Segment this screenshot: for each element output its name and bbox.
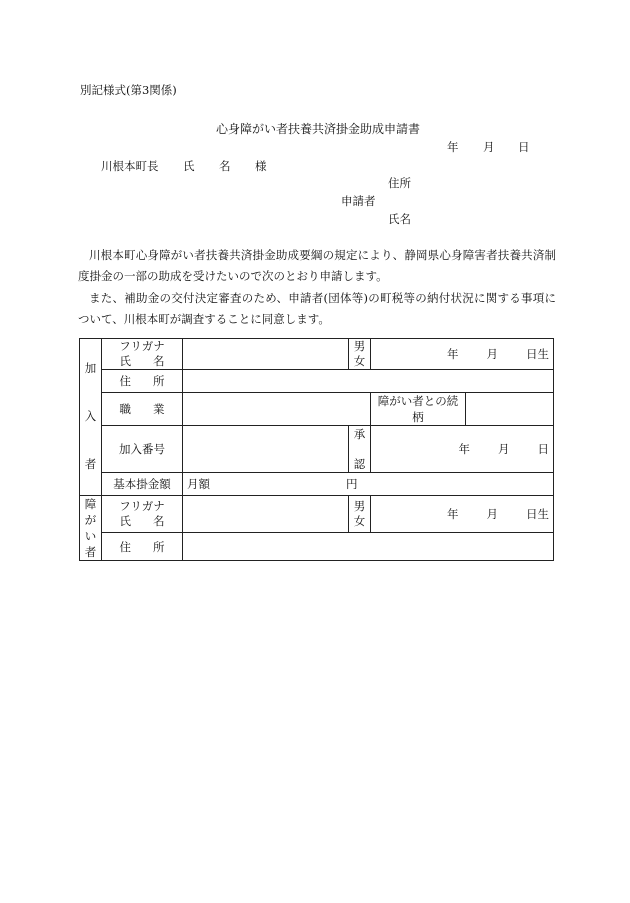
addressee-office: 川根本町長 — [101, 159, 159, 173]
disabled-birthdate-field[interactable]: 年 月 日生 — [371, 496, 554, 533]
member-name-field[interactable] — [183, 339, 349, 370]
disabled-name-field[interactable] — [183, 496, 349, 533]
member-address-label: 住 所 — [102, 370, 183, 393]
applicant-address-label: 住所 — [388, 176, 411, 190]
base-premium-label: 基本掛金額 — [102, 473, 183, 496]
relationship-label: 障がい者との続柄 — [371, 393, 466, 426]
disabled-section-label: 障 が い 者 — [80, 496, 102, 561]
date-year-label: 年 — [447, 140, 459, 154]
disabled-address-field[interactable] — [183, 533, 554, 561]
member-section-label: 加 入 者 — [80, 339, 102, 496]
applicant-name-label: 氏名 — [388, 212, 411, 226]
paragraph-2: また、補助金の交付決定審査のため、申請者(団体等)の町税等の納付状況に関する事項について、川根本町が調査することに同意します。 — [78, 291, 556, 326]
addressee-honorific: 様 — [255, 159, 267, 173]
occupation-label: 職 業 — [102, 393, 183, 426]
approval-label: 承認 — [349, 426, 371, 473]
page-title: 心身障がい者扶養共済掛金助成申請書 — [216, 122, 421, 136]
disabled-name-label: フリガナ 氏 名 — [102, 496, 183, 533]
occupation-field[interactable] — [183, 393, 371, 426]
relationship-field[interactable] — [466, 393, 554, 426]
membership-number-label: 加入番号 — [102, 426, 183, 473]
date-month-label: 月 — [483, 140, 495, 154]
disabled-gender-label: 男 女 — [349, 496, 371, 533]
membership-number-field[interactable] — [183, 426, 349, 473]
addressee-name-1: 氏 — [183, 159, 195, 173]
approval-date-field[interactable]: 年 月 日 — [371, 426, 554, 473]
disabled-address-label: 住 所 — [102, 533, 183, 561]
member-birthdate-field[interactable]: 年 月 日生 — [371, 339, 554, 370]
applicant-role-label: 申請者 — [341, 194, 376, 208]
paragraph-1: 川根本町心身障がい者扶養共済掛金助成要綱の規定により、静岡県心身障害者扶養共済制度掛金の一部の助成を受けたいので次のとおり申請します。 — [78, 248, 556, 283]
form-number: 別記様式(第3関係) — [80, 83, 177, 97]
addressee-name-2: 名 — [219, 159, 231, 173]
application-table — [79, 338, 554, 561]
base-premium-field[interactable]: 月額 円 — [183, 473, 554, 496]
member-name-label: フリガナ 氏 名 — [102, 339, 183, 370]
member-address-field[interactable] — [183, 370, 554, 393]
member-gender-label: 男 女 — [349, 339, 371, 370]
date-day-label: 日 — [518, 140, 530, 154]
body-text — [78, 245, 556, 331]
